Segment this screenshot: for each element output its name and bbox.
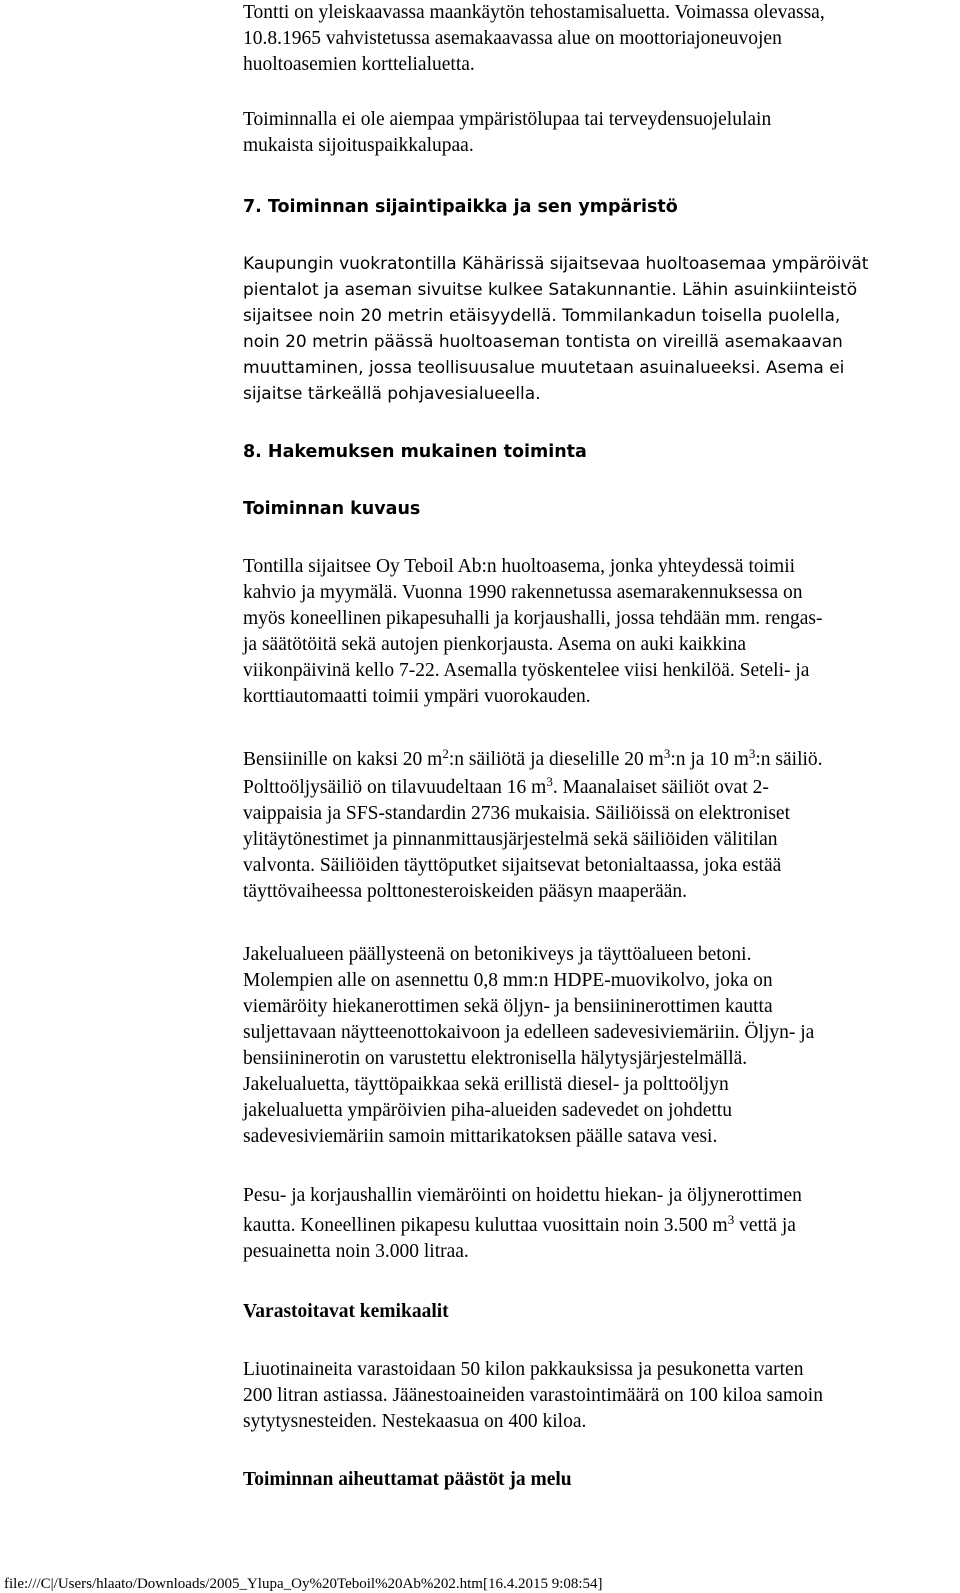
text-line: pesuainetta noin 3.000 litraa. (243, 1241, 469, 1262)
distribution-area-paragraph (243, 942, 814, 1150)
superscript: 3 (663, 746, 671, 761)
text-line: 10.8.1965 vahvistetussa asemakaavassa alue on moottoriajoneuvojen (243, 28, 782, 49)
text-line: sijaitse tärkeällä pohjavesialueella. (243, 384, 541, 404)
chemicals-paragraph (243, 1357, 823, 1435)
superscript: 3 (546, 774, 553, 789)
text-line: 200 litran astiassa. Jäänestoaineiden varastointimäärä on 100 kiloa samoin (243, 1385, 823, 1406)
text-line: pientalot ja aseman sivuitse kulkee Satakunnantie. Lähin asuinkiinteistö (243, 280, 858, 300)
text-line: Molempien alle on asennettu 0,8 mm:n HDPE-muovikolvo, joka on (243, 970, 773, 991)
text-fragment: Polttoöljysäiliö on tilavuudeltaan 16 m (243, 777, 547, 798)
tanks-paragraph (243, 747, 823, 905)
text-line: täyttövaiheessa polttonesteroiskeiden pääsyn maaperään. (243, 881, 688, 902)
text-fragment: :n ja 10 m (670, 749, 749, 770)
superscript: 3 (748, 746, 756, 761)
text-line (243, 1213, 802, 1239)
text-fragment: . Maanalaiset säiliöt ovat 2- (552, 777, 769, 798)
text-line: myös koneellinen pikapesuhalli ja korjaushalli, jossa tehdään mm. rengas- (243, 608, 823, 629)
station-description-paragraph (243, 554, 822, 710)
text-fragment: vettä ja (734, 1215, 796, 1236)
text-fragment: :n säiliötä ja dieselille 20 m (448, 749, 664, 770)
text-line: valvonta. Säiliöiden täyttöputket sijaitsevat betonialtaassa, joka estää (243, 855, 782, 876)
text-line: sijaitsee noin 20 metrin etäisyydellä. Tommilankadun toisella puolella, (243, 306, 841, 326)
file-path-footer: file:///C|/Users/hlaato/Downloads/2005_Ylupa_Oy%20Teboil%20Ab%202.htm[16.4.2015 9:08:54] (4, 1576, 603, 1592)
text-line: Jakelualuetta, täyttöpaikkaa sekä erillistä diesel- ja polttoöljyn (243, 1074, 729, 1095)
text-line: ylitäytönestimet ja pinnanmittausjärjestelmä sekä säiliöiden välitilan (243, 829, 778, 850)
location-paragraph (243, 251, 868, 407)
text-line: sadevesiviemäriin samoin mittarikatoksen päälle satava vesi. (243, 1126, 718, 1147)
text-line: mukaista sijoituspaikkalupaa. (243, 135, 474, 156)
activity-description-heading: Toiminnan kuvaus (243, 499, 421, 519)
text-line: sytytysnesteiden. Nestekaasua on 400 kiloa. (243, 1411, 587, 1432)
chemicals-heading: Varastoitavat kemikaalit (243, 1301, 449, 1322)
text-line: Pesu- ja korjaushallin viemäröinti on hoidettu hiekan- ja öljynerottimen (243, 1185, 802, 1206)
section-8-heading: 8. Hakemuksen mukainen toiminta (243, 442, 587, 462)
text-line: Toiminnalla ei ole aiempaa ympäristölupaa tai terveydensuojelulain (243, 109, 772, 130)
zoning-paragraph (243, 0, 825, 78)
text-line: muuttaminen, jossa teollisuusalue muutetaan asuinalueeksi. Asema ei (243, 358, 845, 378)
text-fragment: kautta. Koneellinen pikapesu kuluttaa vuosittain noin 3.500 m (243, 1215, 728, 1236)
text-line: korttiautomaatti toimii ympäri vuorokauden. (243, 686, 591, 707)
superscript: 3 (727, 1212, 735, 1227)
text-line: viemäröity hiekanerottimen sekä öljyn- ja bensiininerottimen kautta (243, 996, 773, 1017)
text-line: viikonpäivinä kello 7-22. Asemalla työskentelee viisi henkilöä. Seteli- ja (243, 660, 810, 681)
text-line: bensiininerotin on varustettu elektronisella hälytysjärjestelmällä. (243, 1048, 748, 1069)
text-line: kahvio ja myymälä. Vuonna 1990 rakennetussa asemarakennuksessa on (243, 582, 803, 603)
text-line: jakelualuetta ympäröivien piha-alueiden sadevedet on johdettu (243, 1100, 732, 1121)
text-fragment: Bensiinille on kaksi 20 m (243, 749, 443, 770)
text-line: suljettavaan näytteenottokaivoon ja edelleen sadevesiviemäriin. Öljyn- ja (243, 1022, 815, 1043)
text-line: Tontilla sijaitsee Oy Teboil Ab:n huoltoasema, jonka yhteydessä toimii (243, 556, 796, 577)
section-7-heading: 7. Toiminnan sijaintipaikka ja sen ympäristö (243, 197, 678, 217)
text-line: noin 20 metrin päässä huoltoaseman tontista on vireillä asemakaavan (243, 332, 843, 352)
text-line: Kaupungin vuokratontilla Kähärissä sijaitsevaa huoltoasemaa ympäröivät (243, 254, 869, 274)
text-line: ja säätötöitä sekä autojen pienkorjausta. Asema on auki kaikkina (243, 634, 747, 655)
text-fragment: :n säiliö. (755, 749, 823, 770)
permit-paragraph (243, 107, 771, 159)
text-line: vaippaisia ja SFS-standardin 2736 mukaisia. Säiliöissä on elektroniset (243, 803, 791, 824)
text-line: Tontti on yleiskaavassa maankäytön tehostamisaluetta. Voimassa olevassa, (243, 2, 825, 23)
emissions-heading: Toiminnan aiheuttamat päästöt ja melu (243, 1469, 572, 1490)
superscript: 2 (442, 746, 449, 761)
text-line: Jakelualueen päällysteenä on betonikiveys ja täyttöalueen betoni. (243, 944, 752, 965)
text-line (243, 775, 823, 801)
text-line (243, 747, 823, 773)
text-line: Liuotinaineita varastoidaan 50 kilon pakkauksissa ja pesukonetta varten (243, 1359, 804, 1380)
wash-hall-paragraph (243, 1183, 802, 1265)
text-line: huoltoasemien korttelialuetta. (243, 54, 475, 75)
